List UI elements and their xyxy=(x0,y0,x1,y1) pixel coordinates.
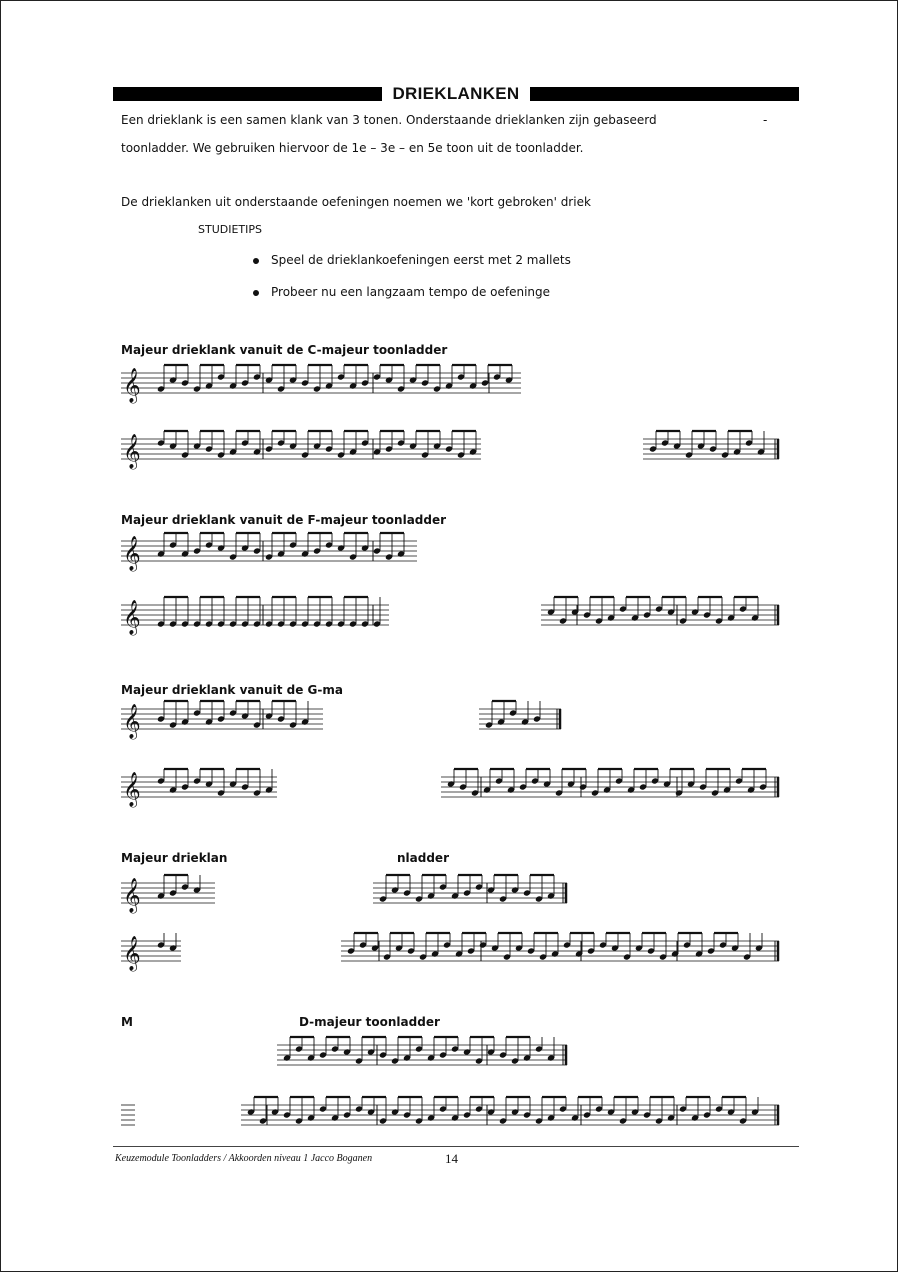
footer-text: Keuzemodule Toonladders / Akkoorden niveau 1 Jacco Boganen xyxy=(115,1153,373,1164)
treble-clef-icon: 𝄞 xyxy=(123,936,141,971)
treble-clef-icon: 𝄞 xyxy=(123,368,141,403)
section-heading-bes: Majeur drieklan xyxy=(121,851,228,865)
treble-clef-icon: 𝄞 xyxy=(123,772,141,807)
section-heading-c: Majeur drieklank vanuit de C-majeur toonladder xyxy=(121,343,448,357)
footer-divider xyxy=(113,1146,799,1147)
treble-clef-icon: 𝄞 xyxy=(123,600,141,635)
intro-line-1: Een drieklank is een samen klank van 3 tonen. Onderstaande drieklanken zijn gebaseerd xyxy=(121,113,657,127)
section-heading-bes-tail: nladder xyxy=(397,851,449,865)
section-heading-d: M xyxy=(121,1015,133,1029)
page-title: DRIEKLANKEN xyxy=(392,84,520,103)
page-number: 14 xyxy=(445,1151,458,1166)
treble-clef-icon: 𝄞 xyxy=(123,536,141,571)
section-heading-f: Majeur drieklank vanuit de F-majeur toonladder xyxy=(121,513,447,527)
intro-line-1-tail: - xyxy=(763,113,768,127)
section-heading-g: Majeur drieklank vanuit de G-ma xyxy=(121,683,343,697)
treble-clef-icon: 𝄞 xyxy=(123,704,141,739)
tip-text: Probeer nu een langzaam tempo de oefeninge xyxy=(271,285,551,299)
tip-text: Speel de drieklankoefeningen eerst met 2 mallets xyxy=(271,253,571,267)
treble-clef-icon: 𝄞 xyxy=(123,878,141,913)
music-notation xyxy=(1,1,899,1141)
section-heading-d-tail: D-majeur toonladder xyxy=(299,1015,440,1029)
treble-clef-icon: 𝄞 xyxy=(123,434,141,469)
intro-line-3: De drieklanken uit onderstaande oefeningen noemen we 'kort gebroken' driek xyxy=(121,195,591,209)
studietips-label: STUDIETIPS xyxy=(198,223,262,236)
intro-line-2: toonladder. We gebruiken hiervoor de 1e – 3e – en 5e toon uit de toonladder. xyxy=(121,141,584,155)
